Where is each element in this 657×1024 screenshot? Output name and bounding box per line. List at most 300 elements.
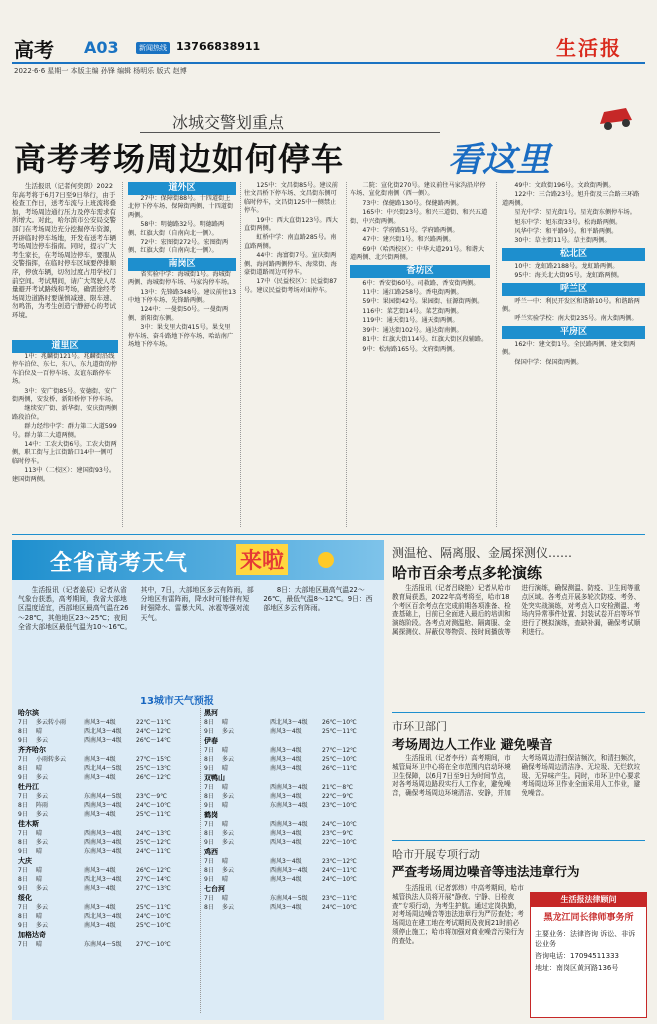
forecast-sky: 多云 [36, 737, 49, 744]
weather-lead-text-2: 8日：大部地区最高气温22～26℃，最低气温8～12℃。9日：西部地区多云有阵雨。 [263, 586, 373, 613]
xiangfang-entry: 47中：学府路51号。学府路两侧。 [362, 227, 459, 235]
noise-body-text: 生活报讯（记者李丹）高考期间，市城管局环卫中心将在全市范围内启动环境卫生保障，以6月7日至9日为时间节点，对各考场周边路段实行人工作业，避免噪音，确保考场周边环境清洁、安静，并加大考场周边清扫保洁频次，和清扫频次，确保考场周边清洁净、无垃圾、无烂软垃圾、无异味产生。同时，市环卫中心要求考场周边环卫作业全面采用人工作业，避免噪音。 [392, 754, 641, 798]
forecast-sky: 小雨转多云 [36, 756, 67, 763]
city-name: 鹤岗 [204, 811, 218, 819]
forecast-sky: 晴 [222, 765, 229, 772]
forecast-day: 9日 [204, 728, 214, 735]
enforce-title: 严查考场周边噪音等违法违章行为 [392, 864, 580, 879]
forecast-sky: 多云 [36, 922, 49, 929]
weather-lead [18, 586, 378, 632]
songbei-entry: 旭东中学：旭东街33号。松海路两侧。 [514, 218, 622, 226]
forecast-row [18, 875, 196, 884]
forecast-row [18, 903, 196, 912]
pingfang-entry: 162中：建文街1号。全民路两侧、建文街两侧。 [502, 340, 636, 357]
nangang-entry: 省实验中学：海城街1号。海城街两侧、海城街停车场、马家沟停车场。 [128, 270, 234, 287]
daoli-entry: 群力经纬中学：群力第二大道599号。群力第二大道两侧。 [12, 423, 117, 439]
forecast-temp: 27℃～14℃ [136, 876, 171, 883]
forecast-row [18, 727, 196, 736]
songbei-entry: 10中：龙虹路2188号。龙虹路两侧。 [514, 262, 619, 270]
forecast-sky: 晴 [222, 802, 229, 809]
daoli-entry: 1中：兆麟街121号。兆麟街沿线停车泊位、东七、东八、东九道街的停车泊位及一百停车场、友谊东路停车场。 [12, 353, 118, 386]
forecast-row [204, 857, 380, 866]
forecast-day: 7日 [204, 821, 214, 828]
forecast-wind: 南风3～4级 [270, 728, 302, 735]
forecast-temp: 26℃～12℃ [136, 774, 171, 781]
forecast-day: 7日 [18, 793, 28, 800]
enforce-body [392, 884, 524, 947]
forecast-temp: 23℃～9℃ [322, 830, 353, 837]
forecast-sky: 晴 [36, 876, 43, 883]
forecast-day: 9日 [204, 839, 214, 846]
forecast-day: 9日 [204, 876, 214, 883]
forecast-wind: 南风3～4级 [84, 922, 116, 929]
nangang-entry: 44中：海富街7号。宣庆街两侧、海河路两侧停车、海棠街、海豪街道路周边可停车。 [244, 252, 337, 277]
forecast-row [204, 866, 380, 875]
daowai-entry: 72中：宏图街272号。宏图街两侧、红旗大街（自南向北一侧）。 [128, 239, 229, 255]
forecast-day: 8日 [18, 728, 28, 735]
forecast-row [204, 727, 380, 736]
forecast-row [18, 773, 196, 782]
enforce-article [392, 844, 645, 1020]
forecast-temp: 24℃～11℃ [136, 848, 171, 855]
forecast-temp: 25℃～11℃ [136, 811, 171, 818]
forecast-row [204, 829, 380, 838]
forecast-temp: 23℃～12℃ [322, 858, 357, 865]
forecast-day: 8日 [18, 913, 28, 920]
forecast-wind: 南风3～4级 [270, 793, 302, 800]
forecast-day: 7日 [18, 719, 28, 726]
forecast-row [204, 875, 380, 884]
forecast-temp: 25℃～11℃ [322, 728, 357, 735]
forecast-temp: 25℃～13℃ [136, 765, 171, 772]
forecast-sky: 多云 [36, 839, 49, 846]
section-rule [392, 840, 645, 841]
forecast-temp: 27℃～12℃ [322, 747, 357, 754]
forecast-temp: 24℃～10℃ [136, 802, 171, 809]
district-nangang-heading: 南岗区 [128, 258, 236, 271]
forecast-row [204, 783, 380, 792]
forecast-sky: 晴 [36, 848, 43, 855]
forecast-row [18, 810, 196, 819]
daowai-entry: 58中：明德路32号。明德路两侧、红旗大街（自南向北一侧）。 [128, 221, 225, 237]
forecast-sky: 多云 [36, 774, 49, 781]
forecast-day: 8日 [18, 876, 28, 883]
city-name: 黑河 [204, 709, 218, 717]
forecast-temp: 26℃～14℃ [136, 737, 171, 744]
forecast-sky: 晴 [36, 941, 43, 948]
forecast-row [18, 764, 196, 773]
xiangfang-entry: 119中：通天街1号。通天街两侧。 [362, 317, 459, 325]
forecast-col-left [18, 708, 196, 949]
xiangfang-entry: 39中：通达街102号。通达街南侧。 [362, 326, 463, 334]
forecast-wind: 西南风3～4级 [84, 830, 122, 837]
forecast-temp: 24℃～11℃ [322, 867, 357, 874]
city-name: 绥化 [18, 894, 32, 902]
forecast-table-title: 13城市天气预报 [140, 696, 214, 707]
ad-firm: 黑龙江同长律师事务所 [543, 913, 634, 923]
xiangfang-entry: 165中：中兴街23号。和兴三道街、和兴五道街、中兴街两侧。 [350, 209, 488, 225]
nangang-entry: 13中：先锋路348号。建议前往13中地下停车场、先锋路两侧。 [128, 288, 237, 305]
weather-stamp: 来啦 [236, 544, 288, 575]
forecast-row [204, 820, 380, 829]
forecast-row [204, 764, 380, 773]
forecast-wind: 南风3～4级 [270, 765, 302, 772]
forecast-wind: 西南风3～4级 [84, 737, 122, 744]
forecast-wind: 西北风3～4级 [84, 728, 122, 735]
forecast-sky: 晴 [36, 913, 43, 920]
drill-kicker: 测温枪、隔离服、金属探测仪…… [392, 546, 573, 560]
forecast-sky: 多云 [36, 793, 49, 800]
forecast-wind: 东南风3～4级 [84, 848, 122, 855]
forecast-wind: 西北风3～4级 [270, 719, 308, 726]
xiangfang-entry: 47中：建兴街1号。和兴路两侧。 [362, 236, 455, 244]
forecast-row [18, 884, 196, 893]
forecast-wind: 南风3～4级 [270, 756, 302, 763]
kicker-underline [140, 132, 440, 133]
city-name: 七台河 [204, 885, 225, 893]
forecast-sky: 多云 [222, 867, 235, 874]
forecast-wind: 东南风4～5级 [84, 793, 122, 800]
forecast-row [204, 894, 380, 903]
nangang-entry: 124中：一曼街50号。一曼街两侧、新阳街东侧。 [128, 306, 229, 322]
forecast-day: 8日 [18, 765, 28, 772]
daoli-entry: 113中（二校区）：建国街93号。建国街两侧。 [12, 467, 116, 483]
forecast-temp: 23℃～9℃ [136, 793, 167, 800]
forecast-wind: 西南风3～4级 [270, 821, 308, 828]
forecast-temp: 23℃～11℃ [322, 895, 357, 902]
forecast-wind: 南风3～4级 [270, 747, 302, 754]
forecast-sky: 多云 [222, 756, 235, 763]
forecast-sky: 晴 [36, 867, 43, 874]
songbei-entry: 122中：三合路23号。旭升街及三合路三环路道两侧。 [502, 191, 640, 207]
xiangfang-entry: 73中：保健路130号。保健路两侧。 [362, 199, 463, 207]
forecast-wind: 南风3～4级 [84, 811, 116, 818]
forecast-day: 8日 [18, 839, 28, 846]
forecast-day: 8日 [204, 756, 214, 763]
forecast-temp: 27℃～13℃ [136, 885, 171, 892]
forecast-row [204, 801, 380, 810]
hotline-number: 13766838911 [176, 40, 261, 53]
headline-area [0, 90, 657, 180]
forecast-day: 9日 [18, 774, 28, 781]
forecast-sky: 晴 [36, 830, 43, 837]
xiangfang-entry: 59中：果园街42号。果园街、征源街两侧。 [362, 298, 484, 306]
xiangfang-entry: 69中（哈西校区）：中华大道291号。和谐大道两侧、北兴街两侧。 [350, 245, 485, 262]
daoli-entry: 继续安广街、新华街、安庆街两侧路段泊位。 [12, 405, 118, 421]
forecast-row [18, 718, 196, 727]
forecast-temp: 23℃～10℃ [322, 802, 357, 809]
xiangfang-entry: 11中：通江路258号。香电街两侧。 [362, 289, 463, 297]
ad-title: 生活报法律顾问 [531, 893, 646, 907]
forecast-temp: 24℃～10℃ [322, 821, 357, 828]
forecast-temp: 24℃～10℃ [322, 876, 357, 883]
daoli-entry: 3中：安广街85号。安德街、安广街两侧，安发桥、新阳桥停下停车场。 [12, 387, 118, 404]
forecast-sky: 晴 [222, 858, 229, 865]
headline-kicker: 冰城交警划重点 [172, 113, 285, 132]
forecast-day: 9日 [204, 765, 214, 772]
forecast-sky: 多云 [36, 811, 49, 818]
dateline: 2022·6·6 星期一 本版主编 孙锋 编辑 杨明乐 版式 赵博 [14, 67, 187, 75]
forecast-temp: 27℃～10℃ [136, 941, 171, 948]
masthead-logo: 生活报 [556, 36, 622, 60]
forecast-temp: 25℃～12℃ [136, 839, 171, 846]
drill-body-text: 生活报讯（记者吕晓艳）记者从哈市教育局获悉，2022年高考将至，哈市18个考区百余考点在完成前期各项准备、检查基础上，日前已全面进入最后的培训和演练阶段。各考点对测温枪、隔离服、金属探测仪、屏蔽仪等物资、按时间播放等进行演练，确保测温、防疫、卫生间等重点区域。各考点开展多轮次防疫、考务、处突实战演练，对考点入口安检测温、考场内异常事件处置、封装试卷开启等环节进行了模拟演练，查缺补漏，确保考试顺利进行。 [392, 584, 641, 636]
forecast-row [204, 792, 380, 801]
forecast-day: 7日 [204, 784, 214, 791]
forecast-row [204, 903, 380, 912]
forecast-wind: 南风3～4级 [84, 904, 116, 911]
parking-col-3b [244, 182, 342, 296]
noise-article [392, 716, 645, 836]
col-divider [200, 708, 201, 1013]
forecast-day: 8日 [204, 719, 214, 726]
col-divider [240, 182, 241, 527]
forecast-sky: 多云 [36, 885, 49, 892]
forecast-sky: 阵雨 [36, 802, 49, 809]
forecast-temp: 25℃～10℃ [136, 922, 171, 929]
daoli-entry: 14中：工农大街6号。工农大街两侧，职工街与上江街路口14中一侧可临时停车。 [12, 441, 117, 465]
forecast-row [204, 755, 380, 764]
city-name: 哈尔滨 [18, 709, 39, 717]
forecast-wind: 西南风3～4级 [84, 839, 122, 846]
ad-address: 地址：南岗区黄河路136号 [535, 964, 619, 972]
forecast-wind: 西北风3～4级 [84, 876, 122, 883]
xiangfang-entry: 116中：菜艺街14号。菜艺街两侧。 [362, 307, 463, 315]
forecast-sky: 多云转小雨 [36, 719, 67, 726]
forecast-day: 9日 [18, 885, 28, 892]
forecast-day: 7日 [204, 895, 214, 902]
forecast-day: 7日 [204, 858, 214, 865]
forecast-row [18, 838, 196, 847]
forecast-wind: 南风3～4级 [84, 774, 116, 781]
hulan-entry: 呼兰一中：利民开发区和谐路10号。和谐路两侧。 [502, 297, 640, 314]
forecast-wind: 南风3～4级 [270, 830, 302, 837]
noise-title: 考场周边人工作业 避免噪音 [392, 738, 553, 753]
forecast-temp: 21℃～8℃ [322, 784, 353, 791]
forecast-row [204, 838, 380, 847]
forecast-day: 7日 [18, 941, 28, 948]
forecast-sky: 晴 [36, 765, 43, 772]
forecast-sky: 晴 [36, 728, 43, 735]
city-name: 大庆 [18, 857, 32, 865]
forecast-day: 9日 [18, 811, 28, 818]
songbei-entry: 风华中学：和平路9号。和平路两侧。 [514, 228, 618, 236]
forecast-row [18, 866, 196, 875]
xiangfang-entry: 6中：香安街60号。司救路、香安街两侧。 [362, 279, 480, 287]
city-name: 佳木斯 [18, 820, 39, 828]
enforce-body-text: 生活报讯（记者郭炜）中高考期间，哈市城管执法人员将开展“静夜、宁静、日检夜查”专项行动，为考生护航。通过定岗执勤，对考场周边噪音等违法违章行为严厉查处；考场周边在建工地在考试期间及夜间21时前必须停止施工；哈市将加强对商业噪音污染行为的查处。 [392, 884, 524, 945]
forecast-wind: 东南风4～5级 [84, 941, 122, 948]
forecast-temp: 22℃～10℃ [322, 839, 357, 846]
law-ad [530, 892, 647, 1018]
page-header [0, 0, 657, 80]
forecast-temp: 22℃～9℃ [322, 793, 353, 800]
city-name: 鸡西 [204, 848, 218, 856]
noise-kicker: 市环卫部门 [392, 720, 447, 733]
forecast-day: 8日 [204, 793, 214, 800]
weather-title: 全省高考天气 [50, 551, 189, 576]
daowai-entry: 27中：保障街88号。十四道街上北停下停车场、保障街两侧、十四道街两侧。 [128, 195, 234, 219]
col-divider [496, 182, 497, 527]
xiangfang-entry: 81中：红旗大街114号。红旗大街区段辅路。 [362, 336, 488, 344]
city-name: 齐齐哈尔 [18, 746, 46, 754]
forecast-sky: 多云 [222, 793, 235, 800]
forecast-wind: 西风3～4级 [270, 839, 302, 846]
forecast-temp: 24℃～10℃ [136, 913, 171, 920]
car-icon [596, 102, 636, 136]
nangang-entry: 125中：文昌街85号。建议前往文昌桥下停车场、文昌街东侧可临时停车，文昌街125中一侧禁止停车。 [244, 182, 338, 215]
col-divider [122, 182, 123, 527]
forecast-row [18, 921, 196, 930]
parking-col-2 [12, 340, 118, 485]
city-name: 加格达奇 [18, 931, 46, 939]
xiangfang-entry: 9中：松海路165号。文府街两侧。 [362, 345, 459, 353]
headline-title: 高考考场周边如何停车 [14, 140, 345, 178]
forecast-sky: 晴 [222, 876, 229, 883]
parking-lead: 生活报讯（记者何奕朗）2022年高考将于6月7日至9日举行，由于检查工作日，送考车流与上班流将叠加，考场周边通行压力及停车需求有所增大。对此，哈尔滨市公安局交警部门在考场周边充分挖掘停车资源，开辟临时停车场地，开发布送考车辆考场周边停车指南。同时，提示广大考生家长，在考场周边停车，要服从交警指挥，在临时停车区域要停排顺序，停放车辆，切勿过度占用学校门前空间。考试期间，请广大驾驶人尽量避开考试路线和考场，确需途经考场周边道路时要谨慎减速、限车速、勿鸣笛，为考生创造宁静舒心的考试环境。 [12, 182, 116, 319]
sun-icon [312, 546, 340, 578]
hotline-label: 新闻热线 [136, 42, 170, 54]
forecast-sky: 多云 [222, 839, 235, 846]
forecast-row [18, 792, 196, 801]
district-xiangfang-heading: 香坊区 [350, 265, 490, 278]
forecast-sky: 晴 [222, 747, 229, 754]
forecast-sky: 晴 [222, 719, 229, 726]
city-name: 双鸭山 [204, 774, 225, 782]
parking-col-5 [502, 182, 645, 368]
forecast-temp: 25℃～10℃ [322, 756, 357, 763]
district-hulan-heading: 呼兰区 [502, 283, 645, 296]
section-name: 高考 [14, 38, 54, 62]
forecast-row [204, 746, 380, 755]
forecast-row [18, 801, 196, 810]
forecast-wind: 东南风3～4级 [270, 802, 308, 809]
forecast-wind: 西南风3～4级 [270, 784, 308, 791]
district-songbei-heading: 松北区 [502, 248, 645, 261]
forecast-sky: 晴 [222, 784, 229, 791]
forecast-day: 9日 [18, 848, 28, 855]
district-daoli-heading: 道里区 [12, 340, 118, 353]
forecast-sky: 多云 [222, 904, 235, 911]
nangang-entry: 17中（民益校区）：民益街87号。建议民益街考场对面停车。 [244, 278, 338, 294]
forecast-day: 7日 [18, 830, 28, 837]
forecast-row [204, 718, 380, 727]
forecast-temp: 26℃～11℃ [322, 765, 357, 772]
parking-col-3 [128, 182, 236, 351]
drill-article [392, 540, 645, 700]
drill-title: 哈市百余考点多轮演练 [392, 564, 543, 582]
district-daowai-heading: 道外区 [128, 182, 236, 195]
forecast-day: 8日 [204, 904, 214, 911]
district-pingfang-heading: 平房区 [502, 326, 645, 339]
section-rule [392, 712, 645, 713]
forecast-day: 7日 [18, 756, 28, 763]
songbei-entry: 49中：文政街196号。文政街两侧。 [514, 182, 615, 189]
forecast-day: 9日 [18, 922, 28, 929]
forecast-row [18, 912, 196, 921]
parking-col-4 [350, 182, 490, 355]
nangang-entry: 3中：果戈里大街415号。果戈里停车场、奋斗路地下停车场、哈站南广场地下停车场。 [128, 324, 234, 349]
forecast-temp: 24℃～13℃ [136, 830, 171, 837]
drill-body [392, 584, 645, 637]
forecast-day: 7日 [18, 867, 28, 874]
pingfang-entry: 保国中学：保国街两侧。 [514, 358, 583, 366]
forecast-sky: 晴 [222, 821, 229, 828]
forecast-wind: 西南风3～4级 [270, 867, 308, 874]
header-rule [12, 62, 645, 64]
nangang-entry: 19中：西大直街123号。西大直街两侧。 [244, 216, 338, 233]
noise-body [392, 754, 645, 798]
page-number: A03 [84, 38, 119, 57]
forecast-temp: 27℃～15℃ [136, 756, 171, 763]
forecast-wind: 南风3～4级 [270, 858, 302, 865]
songbei-entry: 星光中学：星光街1号。星光街东侧停车场。 [514, 209, 636, 217]
forecast-sky: 多云 [222, 728, 235, 735]
forecast-row [18, 940, 196, 949]
forecast-wind: 南风3～4级 [270, 876, 302, 883]
forecast-sky: 多云 [222, 830, 235, 837]
forecast-wind: 东南风4～5级 [270, 895, 308, 902]
forecast-row [18, 829, 196, 838]
forecast-temp: 22℃～11℃ [136, 719, 171, 726]
forecast-wind: 南风3～4级 [84, 885, 116, 892]
forecast-day: 8日 [204, 867, 214, 874]
forecast-day: 9日 [18, 737, 28, 744]
forecast-wind: 西北风4～5级 [84, 765, 122, 772]
forecast-day: 7日 [204, 747, 214, 754]
forecast-day: 8日 [204, 830, 214, 837]
weather-section [12, 540, 384, 1020]
forecast-col-right [204, 708, 380, 912]
forecast-row [18, 755, 196, 764]
enforce-kicker: 哈市开展专项行动 [392, 848, 480, 861]
col-divider [346, 182, 347, 527]
forecast-temp: 25℃～11℃ [136, 904, 171, 911]
parking-article [12, 182, 645, 532]
nangang-entry: 虹桥中学：南直路285号。南直路两侧。 [244, 234, 337, 250]
forecast-wind: 南风3～4级 [84, 756, 116, 763]
forecast-day: 8日 [18, 802, 28, 809]
forecast-temp: 24℃～10℃ [322, 904, 357, 911]
forecast-row [18, 736, 196, 745]
forecast-temp: 24℃～12℃ [136, 728, 171, 735]
forecast-day: 7日 [18, 904, 28, 911]
forecast-wind: 西风3～4级 [270, 904, 302, 911]
ad-services: 主要业务：法律咨询 诉讼、非诉讼业务 [535, 930, 636, 948]
forecast-temp: 26℃～10℃ [322, 719, 357, 726]
forecast-wind: 西南风3～4级 [84, 802, 122, 809]
parking-col-1 [12, 182, 118, 321]
songbei-entry: 95中：海关北大街95号。龙虹路两侧。 [514, 272, 623, 280]
city-name: 伊春 [204, 737, 218, 745]
forecast-day: 9日 [204, 802, 214, 809]
forecast-row [18, 847, 196, 856]
hulan-entry: 呼兰实验学校：南大街235号。南大街两侧。 [514, 315, 638, 323]
forecast-wind: 南风3～4级 [84, 719, 116, 726]
xiangfang-entry: 二院：宣化街270号。建议前往马家沟沿岸停车场、宣化街南侧（西一侧）。 [350, 182, 486, 198]
ad-phone: 咨询电话：17094511333 [535, 952, 619, 960]
weather-lead-text: 生活报讯（记者姜辰）记者从省气象台获悉，高考期间，我省大部地区温度适宜，西部地区最高气温在26～28℃，其他地区23～25℃；夜间全省大部地区最低气温为10～16℃。其中，7日，大部地区多云有阵雨，部分地区有雷阵雨，降水时可能伴有短时强降水、雷暴大风、冰雹等强对流天气。 [18, 586, 254, 631]
forecast-wind: 南风3～4级 [84, 867, 116, 874]
songbei-entry: 30中：草主街11号。草主街两侧。 [514, 237, 611, 245]
headline-stamp: 看这里 [448, 140, 550, 180]
section-rule [12, 534, 645, 535]
city-name: 牡丹江 [18, 783, 39, 791]
forecast-wind: 西北风3～4级 [84, 913, 122, 920]
forecast-sky: 多云 [36, 904, 49, 911]
forecast-sky: 晴 [222, 895, 229, 902]
forecast-temp: 26℃～12℃ [136, 867, 171, 874]
